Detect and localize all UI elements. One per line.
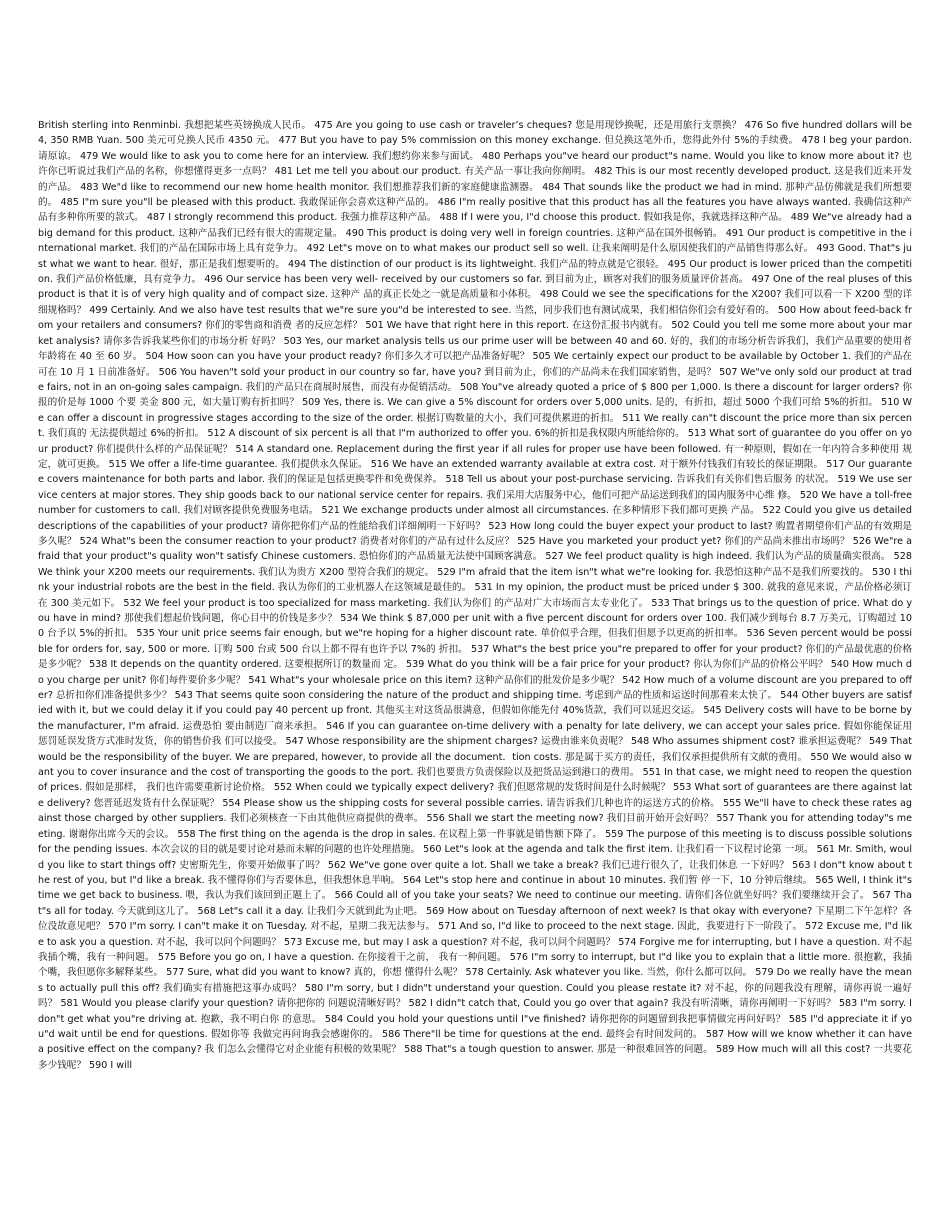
document-body	[38, 118, 912, 1073]
document-text: British sterling into Renminbi. 我想把某些英镑换成人民币。 475 Are you going to use cash or traveler’s cheques? 您是用现钞换呢，还是用旅行支票换？ 476 So five hundred dollars will be 4, 350 RMB Yuan. 500 美元可兑换人民币 4350 元。 477 But you have to pay 5% commission on this money exchange. 但兑换这笔外币，您得此外付 5%的手续费。 478 I beg your pardon. 请原谅。 479 We would like to ask you to come here for an interview. 我们想约你来参与面试。 480 Perhaps you"ve heard our product"s name. Would you like to know more about it? 也许你已听说过我们产品的名称，你想懂得更多一点吗？ 481 Let me tell you about our product. 有关产品一事让我向你阐明。 482 This is our most recently developed product. 这是我们近来开发的产品。 483 We"d like to recommend our new home health monitor. 我们想推荐我们新的家庭健康监测器。 484 That sounds like the product we had in mind. 那种产品仿佛就是我们所想要的。 485 I"m sure you"ll be pleased with this product. 我敢保证你会喜欢这种产品的。 486 I"m really positive that this product has all the features you have always wanted. 我确信这种产品有多种你所要的款式。 487 I strongly recommend this product. 我强力推荐这种产品。 488 If I were you, I"d choose this product. 假如我是你，我就选择这种产品。 489 We"ve already had a big demand for this product. 这种产品我们已经有很大的需规定量。 490 This product is doing very well in foreign countries. 这种产品在国外很畅销。 491 Our product is competitive in the international market. 我们的产品在国际市场上具有竞争力。 492 Let"s move on to what makes our product sell so well. 让我来阐明是什么原因使我们的产品销售得那么好。 493 Good. That"s just what we want to hear. 很好，那正是我们想要听的。 494 The distinction of our product is its lightweight. 我们产品的特点就是它很轻。 495 Our product is lower priced than the competition. 我们产品价格低廉，具有竞争力。 496 Our service has been very well- received by our customers so far. 到目前为止，顾客对我们的服务质量评价甚高。 497 One of the real pluses of this product is that it is of very high quality and of compact size. 这种产 品的真正长处之一就是高质量和小体积。 498 Could we see the specifications for the X200? 我们可以看一下 X200 型的详细规格吗？ 499 Certainly. And we also have test results that we"re sure you"d be interested to see. 当然，同步我们也有测试成果，我们相信你们会有爱好看的。 500 How about feed-back from your retailers and consumers? 你们的零售商和消费 者的反应怎样？ 501 We have that right here in this report. 在这份汇报书内就有。 502 Could you tell me some more about your market analysis? 请你多告诉我某些你们的市场分析 好吗？ 503 Yes, our market analysis tells us our prime user will be between 40 and 60. 好的，我们的市场分析告诉我们，我们产品重要的使用者年龄将在 40 至 60 岁。 504 How soon can you have your product ready? 你们多久才可以把产品准备好呢？ 505 We certainly expect our product to be available by October 1. 我们的产品在可在 10 月 1 日前准备好。 506 You haven"t sold your product in our country so far, have you? 到目前为止，你们的产品尚未在我们国家销售，是吗？ 507 We"ve only sold our product at trade fairs, not in an on-going sales campaign. 我们的产品只在商展时展售，而没有办促销活动。 508 You"ve already quoted a price of $ 800 per 1,000. Is there a discount for larger orders? 你报的价是每 1000 个要 美金 800 元，如大量订购有折扣吗？ 509 Yes, there is. We can give a 5% discount for orders over 5,000 units. 是的，有折扣，超过 5000 个我们可给 5%的折扣。 510 We can offer a discount in progressive stages according to the size of the order. 根据订购数量的大小，我们可提供累进的折扣。 511 We really can"t discount the price more than six percent. 我们真的 无法提供超过 6%的折扣。 512 A discount of six percent is all that I"m authorized to offer you. 6%的折扣是我权限内所能给你的。 513 What sort of guarantee do you offer on your product? 你们提供什么样的产品保证呢？ 514 A standard one. Replacement during the first year if all rules for proper use have been followed. 有一种原则，假如在一年内符合多种使用 规定，就可更换。 515 We offer a life-time guarantee. 我们提供永久保证。 516 We have an extended warranty available at extra cost. 对于额外付钱我们有较长的保证期限。 517 Our guarantee covers maintenance for both parts and labor. 我们的保证是包括更换零件和免费保养。 518 Tell us about your post-purchase servicing. 告诉我们有关你们售后服务 的状况。 519 We use service centers at major stores. They ship goods back to our national service center for repairs. 我们采用大店服务中心，他们可把产品运送到我们的国内服务中心维 修。 520 We have a toll-free number for customers to call. 我们对顾客提供免费服务电话。 521 We exchange products under almost all circumstances. 在多种情形下我们都可更换 产品。 522 Could you give us detailed descriptions of the capabilities of your product? 请你把你们产品的性能给我们详细阐明一下好吗？ 523 How long could the buyer expect your product to last? 购置者期望你们产品的有效期是多久呢？ 524 What"s been the consumer reaction to your product? 消费者对你们的产品有过什么反应？ 525 Have you marketed your product yet? 你们的产品尚未推出市场吗？ 526 We"re afraid that your product"s quality won"t satisfy Chinese customers. 恐怕你们的产品质量无法使中国顾客满意。 527 We feel product quality is high indeed. 我们认为产品的质量确实很高。 528 We think your X200 meets our requirements. 我们认为贵方 X200 型符合我们的规定。 529 I"m afraid that the item isn"t what we"re looking for. 我恐怕这种产品不是我们所要找的。 530 I think your industrial robots are the best in the field. 我认为你们的工业机器人在这领域是最佳的。 531 In my opinion, the product must be priced under $ 300. 就我的意见来说，产品价格必须订在 300 美元如下。 532 We feel your product is too specialized for mass marketing. 我们认为你们 的产品对广大市场而言太专业化了。 533 That brings us to the question of price. What do you have in mind? 那使我们想起价钱问题，你心目中的价钱是多少？ 534 We think $ 87,000 per unit with a five percent discount for orders over 100. 我们减少到每台 8.7 万美元，订购超过 100 台予以 5%的折扣。 535 Your unit price seems fair enough, but we"re hoping for a higher discount rate. 单价似乎合理，但我们但愿予以更高的折扣率。 536 Seven percent would be possible for orders for, say, 500 or more. 订购 500 台或 500 台以上都不得有也许予以 7%的 折扣。 537 What"s the best price you"re prepared to offer for your product? 你们的产品最优惠的价格是多少呢？ 538 It depends on the quantity ordered. 这要根据所订的数量而 定。 539 What do you think will be a fair price for your product? 你认为你们产品的价格公平吗？ 540 How much do you charge per unit? 你们每件要价多少呢？ 541 What"s your wholesale price on this item? 这种产品你们的批发价是多少呢？ 542 How much of a volume discount are you prepared to offer? 总折扣你们准备提供多少？ 543 That seems quite soon considering the nature of the product and shipping time. 考虑到产品的性质和运送时间那看来太快了。 544 Other buyers are satisfied with it, but we could delay it if you could pay 40 percent up front. 其他买主对这货品很满意，但假如你能先付 40%货款，我们可以延迟交运。 545 Delivery costs will have to be borne by the manufacturer, I"m afraid. 运费恐怕 要由制造厂商来承担。 546 If you can guarantee on-time delivery with a penalty for late delivery, we can accept your sales price. 假如你能保证用惩罚延误发货方式准时发货，你的销售价我 们可以接受。 547 Whose responsibility are the shipment charges? 运费由谁来负责呢？ 548 Who assumes shipment cost? 谁承担运费呢？ 549 That would be the responsibility of the buyer. We are prepared, however, to provide all the document．tion costs. 那是属于买方的责任，我们仅承担提供所有文献的费用。 550 We would also want you to cover insurance and the cost of transporting the goods to the port. 我们也要贵方负责保险以及把货品运到港口的费用。 551 In that case, we might need to reopen the question of prices. 假如是那样， 我们也许需要重新讨论价格。 552 When could we typically expect delivery? 我们但愿常规的发货时间是什么时候呢？ 553 What sort of guarantees are there against late delivery? 您晋延迟发货有什么保证呢？ 554 Please show us the shipping costs for several possible carries. 请告诉我们几种也许的运送方式的价格。 555 We"ll have to check these rates against those charged by other suppliers. 我们必须核查一下由其他供应商提供的费率。 556 Shall we start the meeting now? 我们目前开始开会好吗？ 557 Thank you for attending today"s meeting. 谢谢你出席今天的会议。 558 The first thing on the agenda is the drop in sales. 在议程上第一件事就是销售额下降了。 559 The purpose of this meeting is to discuss possible solutions for the pending issues. 本次会议的目的就是要讨论对悬而未解的问题的也许处理措施。 560 Let"s look at the agenda and talk the first item. 让我们看一下议程讨论第 一项。 561 Mr. Smith, would you like to start things off? 史密斯先生，你要开始做事了吗？ 562 We"ve gone over quite a lot. Shall we take a break? 我们已进行很久了，让我们休息 一下好吗？ 563 I don"t know about the rest of you, but I"d like a break. 我不懂得你们与否要休息，但我想休息半响。 564 Let"s stop here and continue in about 10 minutes. 我们暂 停一下，10 分钟后继续。 565 Well, I think it"s time we get back to business. 喂，我认为我们该回到正题上了。 566 Could all of you take your seats? We need to continue our meeting. 请你们各位就坐好吗？我们要继续开会了。 567 That"s all for today. 今天就到这儿了。 568 Let"s call it a day. 让我们今天就到此为止吧。 569 How about on Tuesday afternoon of next week? Is that okay with everyone? 下星期二下午怎样？各位没故意见吧？ 570 I"m sorry. I can"t make it on Tuesday. 对不起，星期二我无法参与。 571 And so, I"d like to proceed to the next stage. 因此，我要进行下一阶段了。 572 Excuse me, I"d like to ask you a question. 对不起，我可以问个问题吗？ 573 Excuse me, but may I ask a question? 对不起，我可以问个问题吗？ 574 Forgive me for interrupting, but I have a question. 对不起我插个嘴，我有一种问题。 575 Before you go on, I have a question. 在你接着干之前， 我有一种问题。 576 I"m sorry to interrupt, but I"d like you to explain that a little more. 很抱歉，我插个嘴，我但愿你多解释某些。 577 Sure, what did you want to know? 真的，你想 懂得什么呢？ 578 Certainly. Ask whatever you like. 当然，你什么都可以问。 579 Do we really have the means to actually pull this off? 我们确实有措施把这事办成吗？ 580 I"m sorry, but I didn"t understand your question. Could you please restate it? 对不起，你的问题我没有理解，请你再说一遍好吗？ 581 Would you please clarify your question? 请你把你的 问题说清晰好吗？ 582 I didn"t catch that, Could you go over that again? 我没有听清晰，请你再阐明一下好吗？ 583 I"m sorry. I don"t get what you"re driving at. 抱歉，我不明白你 的意思。 584 Could you hold your questions until I"ve finished? 请你把你的问题留到我把事情做完再问好吗？ 585 I"d appreciate it if you"d wait until be end for questions. 假如你等 我做完再问询我会感谢你的。 586 There"ll be time for questions at the end. 最终会有时间发问的。 587 How will we know whether it can have a positive effect on the company? 我 们怎么会懂得它对企业能有积极的效果呢？ 588 That"s a tough question to answer. 那是一种很难回答的问题。 589 How much will all this cost? 一共要花多少钱呢？ 590 I will	[38, 120, 913, 1071]
